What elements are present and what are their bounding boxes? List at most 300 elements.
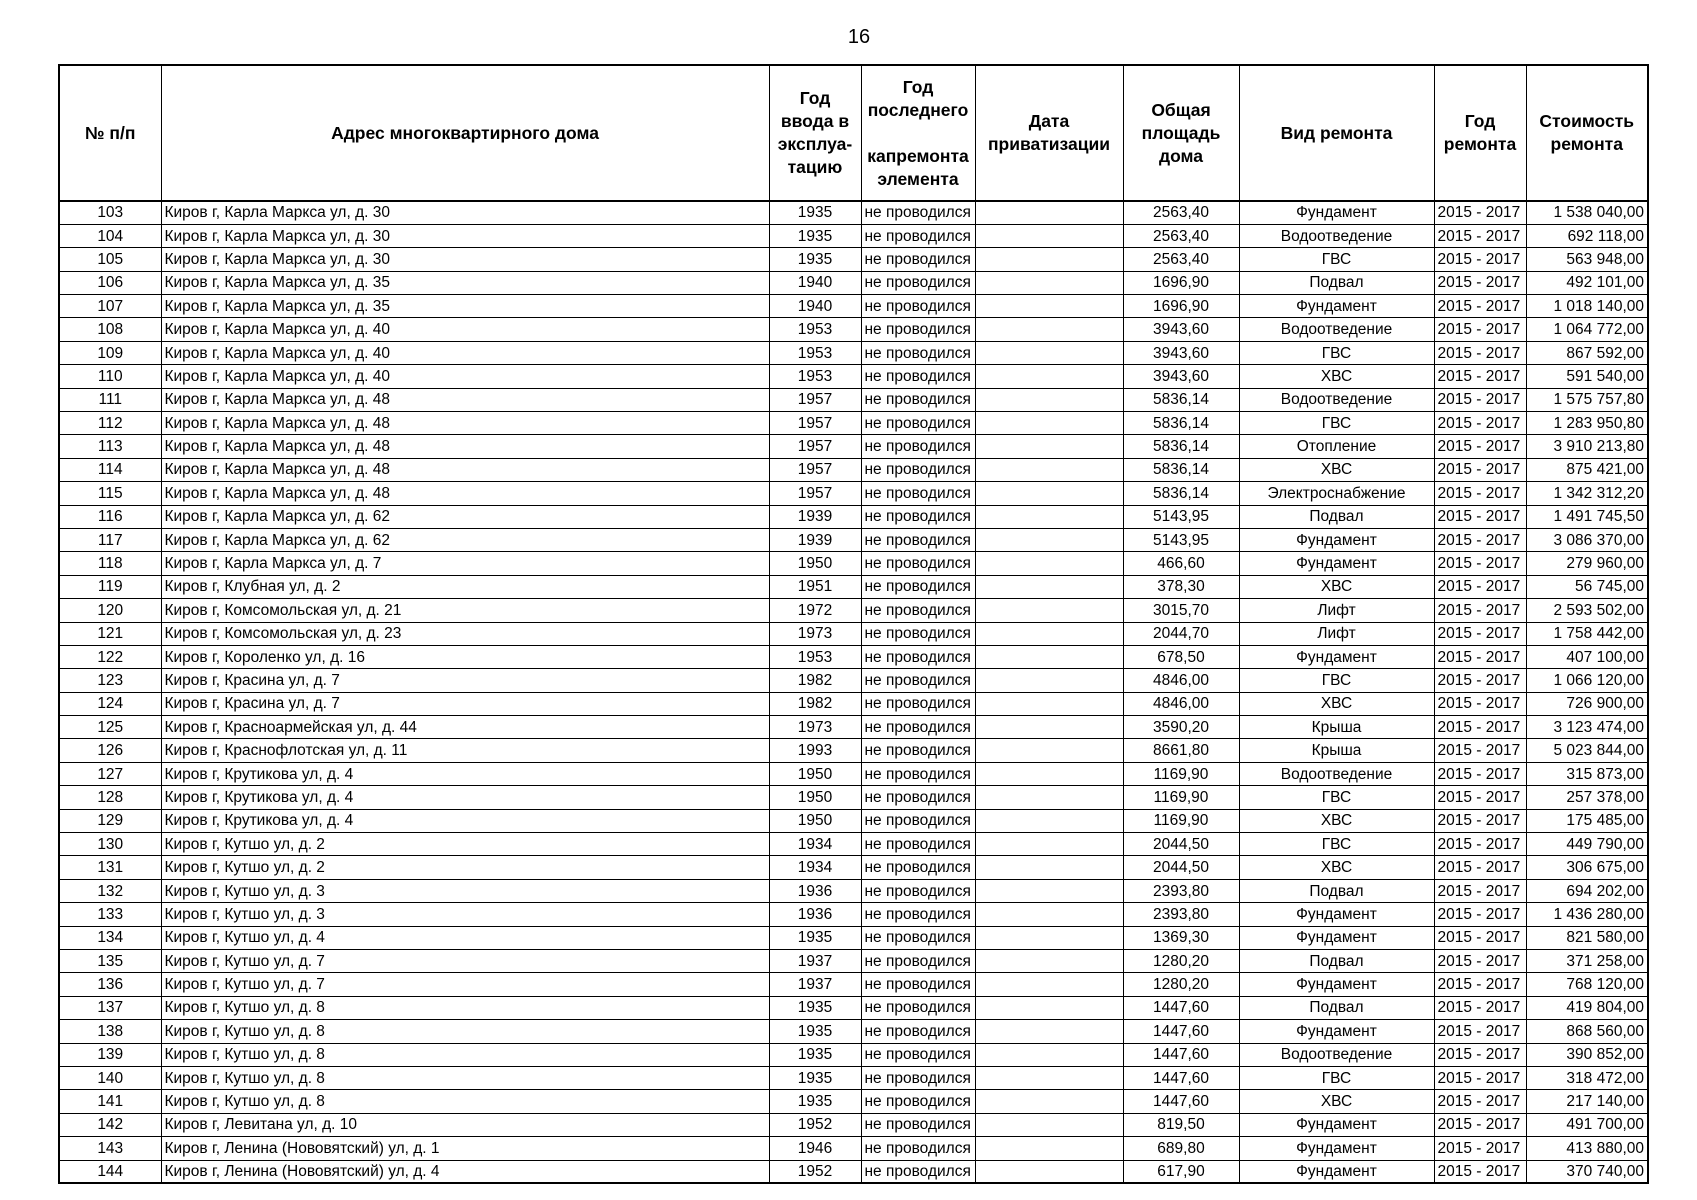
table-header bbox=[59, 65, 1648, 201]
row-privatization bbox=[975, 482, 1123, 505]
row-privatization bbox=[975, 903, 1123, 926]
row-privatization bbox=[975, 950, 1123, 973]
header-last-repair-line2: капремонта элемента bbox=[867, 145, 969, 189]
row-repair-type: ГВС bbox=[1239, 833, 1434, 856]
row-repair-type: Водоотведение bbox=[1239, 388, 1434, 411]
row-number: 107 bbox=[59, 295, 161, 318]
row-area: 3943,60 bbox=[1123, 341, 1239, 364]
row-last-repair: не проводился bbox=[861, 762, 975, 785]
row-number: 103 bbox=[59, 201, 161, 224]
row-privatization bbox=[975, 505, 1123, 528]
table-row bbox=[59, 599, 1648, 622]
row-year-commission: 1940 bbox=[769, 271, 861, 294]
row-area: 378,30 bbox=[1123, 575, 1239, 598]
row-year-commission: 1957 bbox=[769, 412, 861, 435]
row-repair-type: Фундамент bbox=[1239, 1137, 1434, 1160]
table-row bbox=[59, 1137, 1648, 1160]
row-repair-type: ГВС bbox=[1239, 341, 1434, 364]
row-privatization bbox=[975, 388, 1123, 411]
row-number: 126 bbox=[59, 739, 161, 762]
row-repair-type: Подвал bbox=[1239, 950, 1434, 973]
row-repair-type: Фундамент bbox=[1239, 973, 1434, 996]
row-last-repair: не проводился bbox=[861, 365, 975, 388]
row-area: 5836,14 bbox=[1123, 458, 1239, 481]
row-repair-type: Отопление bbox=[1239, 435, 1434, 458]
row-address: Киров г, Карла Маркса ул, д. 62 bbox=[161, 505, 769, 528]
table-row bbox=[59, 482, 1648, 505]
table-row bbox=[59, 692, 1648, 715]
row-last-repair: не проводился bbox=[861, 786, 975, 809]
row-number: 144 bbox=[59, 1160, 161, 1183]
row-repair-year: 2015 - 2017 bbox=[1434, 552, 1526, 575]
row-area: 2044,50 bbox=[1123, 833, 1239, 856]
row-address: Киров г, Кутшо ул, д. 2 bbox=[161, 856, 769, 879]
row-cost: 315 873,00 bbox=[1526, 762, 1648, 785]
row-year-commission: 1935 bbox=[769, 248, 861, 271]
row-cost: 1 018 140,00 bbox=[1526, 295, 1648, 318]
row-address: Киров г, Кутшо ул, д. 7 bbox=[161, 973, 769, 996]
header-repair-type: Вид ремонта bbox=[1239, 65, 1434, 201]
row-repair-type: ГВС bbox=[1239, 669, 1434, 692]
row-area: 1169,90 bbox=[1123, 762, 1239, 785]
row-year-commission: 1935 bbox=[769, 1020, 861, 1043]
row-cost: 692 118,00 bbox=[1526, 224, 1648, 247]
table-row bbox=[59, 1090, 1648, 1113]
row-cost: 306 675,00 bbox=[1526, 856, 1648, 879]
row-address: Киров г, Карла Маркса ул, д. 7 bbox=[161, 552, 769, 575]
row-number: 108 bbox=[59, 318, 161, 341]
row-number: 135 bbox=[59, 950, 161, 973]
row-repair-type: Лифт bbox=[1239, 622, 1434, 645]
row-address: Киров г, Кутшо ул, д. 3 bbox=[161, 903, 769, 926]
row-area: 617,90 bbox=[1123, 1160, 1239, 1183]
row-address: Киров г, Крутикова ул, д. 4 bbox=[161, 786, 769, 809]
row-privatization bbox=[975, 856, 1123, 879]
row-cost: 868 560,00 bbox=[1526, 1020, 1648, 1043]
row-area: 689,80 bbox=[1123, 1137, 1239, 1160]
row-last-repair: не проводился bbox=[861, 575, 975, 598]
row-repair-year: 2015 - 2017 bbox=[1434, 669, 1526, 692]
row-repair-type: Фундамент bbox=[1239, 1113, 1434, 1136]
row-repair-type: Подвал bbox=[1239, 271, 1434, 294]
row-repair-year: 2015 - 2017 bbox=[1434, 435, 1526, 458]
row-year-commission: 1934 bbox=[769, 833, 861, 856]
table-row bbox=[59, 575, 1648, 598]
row-last-repair: не проводился bbox=[861, 833, 975, 856]
row-year-commission: 1946 bbox=[769, 1137, 861, 1160]
row-cost: 3 086 370,00 bbox=[1526, 528, 1648, 551]
table-row bbox=[59, 1160, 1648, 1183]
row-last-repair: не проводился bbox=[861, 1160, 975, 1183]
row-cost: 419 804,00 bbox=[1526, 996, 1648, 1019]
table-row bbox=[59, 809, 1648, 832]
row-number: 134 bbox=[59, 926, 161, 949]
row-cost: 1 283 950,80 bbox=[1526, 412, 1648, 435]
row-repair-type: ХВС bbox=[1239, 1090, 1434, 1113]
row-repair-year: 2015 - 2017 bbox=[1434, 599, 1526, 622]
header-cost: Стоимость ремонта bbox=[1526, 65, 1648, 201]
row-year-commission: 1952 bbox=[769, 1113, 861, 1136]
row-privatization bbox=[975, 1020, 1123, 1043]
row-area: 1447,60 bbox=[1123, 996, 1239, 1019]
row-cost: 279 960,00 bbox=[1526, 552, 1648, 575]
row-repair-year: 2015 - 2017 bbox=[1434, 388, 1526, 411]
header-area: Общая площадь дома bbox=[1123, 65, 1239, 201]
row-address: Киров г, Краснофлотская ул, д. 11 bbox=[161, 739, 769, 762]
row-privatization bbox=[975, 552, 1123, 575]
row-privatization bbox=[975, 341, 1123, 364]
row-number: 115 bbox=[59, 482, 161, 505]
table-row bbox=[59, 879, 1648, 902]
row-privatization bbox=[975, 271, 1123, 294]
row-year-commission: 1935 bbox=[769, 224, 861, 247]
table-row bbox=[59, 669, 1648, 692]
row-last-repair: не проводился bbox=[861, 318, 975, 341]
row-repair-type: ХВС bbox=[1239, 365, 1434, 388]
row-area: 1696,90 bbox=[1123, 271, 1239, 294]
row-address: Киров г, Комсомольская ул, д. 23 bbox=[161, 622, 769, 645]
row-cost: 821 580,00 bbox=[1526, 926, 1648, 949]
table-row bbox=[59, 1113, 1648, 1136]
row-cost: 217 140,00 bbox=[1526, 1090, 1648, 1113]
row-year-commission: 1957 bbox=[769, 458, 861, 481]
table-row bbox=[59, 248, 1648, 271]
row-privatization bbox=[975, 879, 1123, 902]
row-number: 104 bbox=[59, 224, 161, 247]
row-last-repair: не проводился bbox=[861, 388, 975, 411]
row-repair-type: ГВС bbox=[1239, 1066, 1434, 1089]
row-cost: 491 700,00 bbox=[1526, 1113, 1648, 1136]
row-area: 4846,00 bbox=[1123, 669, 1239, 692]
row-year-commission: 1936 bbox=[769, 903, 861, 926]
table-row bbox=[59, 973, 1648, 996]
row-last-repair: не проводился bbox=[861, 716, 975, 739]
row-address: Киров г, Клубная ул, д. 2 bbox=[161, 575, 769, 598]
row-repair-year: 2015 - 2017 bbox=[1434, 248, 1526, 271]
row-repair-type: ГВС bbox=[1239, 412, 1434, 435]
row-repair-year: 2015 - 2017 bbox=[1434, 973, 1526, 996]
row-privatization bbox=[975, 365, 1123, 388]
row-year-commission: 1937 bbox=[769, 950, 861, 973]
row-number: 113 bbox=[59, 435, 161, 458]
table-row bbox=[59, 1043, 1648, 1066]
row-last-repair: не проводился bbox=[861, 1137, 975, 1160]
row-area: 2563,40 bbox=[1123, 248, 1239, 271]
row-address: Киров г, Крутикова ул, д. 4 bbox=[161, 809, 769, 832]
row-repair-year: 2015 - 2017 bbox=[1434, 809, 1526, 832]
row-repair-year: 2015 - 2017 bbox=[1434, 1160, 1526, 1183]
row-last-repair: не проводился bbox=[861, 458, 975, 481]
row-last-repair: не проводился bbox=[861, 856, 975, 879]
row-cost: 1 538 040,00 bbox=[1526, 201, 1648, 224]
row-privatization bbox=[975, 248, 1123, 271]
row-repair-year: 2015 - 2017 bbox=[1434, 271, 1526, 294]
row-area: 5143,95 bbox=[1123, 505, 1239, 528]
row-repair-type: Подвал bbox=[1239, 505, 1434, 528]
row-number: 137 bbox=[59, 996, 161, 1019]
table-row bbox=[59, 295, 1648, 318]
row-repair-year: 2015 - 2017 bbox=[1434, 903, 1526, 926]
row-last-repair: не проводился bbox=[861, 248, 975, 271]
row-year-commission: 1957 bbox=[769, 435, 861, 458]
row-area: 2563,40 bbox=[1123, 224, 1239, 247]
row-repair-type: Подвал bbox=[1239, 996, 1434, 1019]
row-number: 109 bbox=[59, 341, 161, 364]
row-repair-year: 2015 - 2017 bbox=[1434, 692, 1526, 715]
row-address: Киров г, Кутшо ул, д. 8 bbox=[161, 1090, 769, 1113]
row-privatization bbox=[975, 318, 1123, 341]
row-repair-year: 2015 - 2017 bbox=[1434, 645, 1526, 668]
row-number: 129 bbox=[59, 809, 161, 832]
table-row bbox=[59, 926, 1648, 949]
table-row bbox=[59, 762, 1648, 785]
row-number: 122 bbox=[59, 645, 161, 668]
table-row bbox=[59, 903, 1648, 926]
row-area: 1169,90 bbox=[1123, 809, 1239, 832]
row-repair-year: 2015 - 2017 bbox=[1434, 505, 1526, 528]
row-number: 106 bbox=[59, 271, 161, 294]
table-row bbox=[59, 412, 1648, 435]
row-year-commission: 1993 bbox=[769, 739, 861, 762]
row-address: Киров г, Комсомольская ул, д. 21 bbox=[161, 599, 769, 622]
row-address: Киров г, Карла Маркса ул, д. 30 bbox=[161, 248, 769, 271]
row-number: 127 bbox=[59, 762, 161, 785]
row-last-repair: не проводился bbox=[861, 622, 975, 645]
row-repair-year: 2015 - 2017 bbox=[1434, 482, 1526, 505]
row-number: 128 bbox=[59, 786, 161, 809]
row-last-repair: не проводился bbox=[861, 1020, 975, 1043]
table-row bbox=[59, 435, 1648, 458]
row-cost: 370 740,00 bbox=[1526, 1160, 1648, 1183]
row-last-repair: не проводился bbox=[861, 1113, 975, 1136]
row-year-commission: 1957 bbox=[769, 388, 861, 411]
row-year-commission: 1935 bbox=[769, 201, 861, 224]
row-number: 133 bbox=[59, 903, 161, 926]
table-row bbox=[59, 645, 1648, 668]
row-area: 3590,20 bbox=[1123, 716, 1239, 739]
row-number: 118 bbox=[59, 552, 161, 575]
row-cost: 318 472,00 bbox=[1526, 1066, 1648, 1089]
header-year-commission: Год ввода в эксплуа- тацию bbox=[769, 65, 861, 201]
row-repair-type: Фундамент bbox=[1239, 926, 1434, 949]
row-last-repair: не проводился bbox=[861, 505, 975, 528]
row-year-commission: 1953 bbox=[769, 365, 861, 388]
row-year-commission: 1939 bbox=[769, 505, 861, 528]
row-year-commission: 1973 bbox=[769, 716, 861, 739]
row-last-repair: не проводился bbox=[861, 879, 975, 902]
row-number: 112 bbox=[59, 412, 161, 435]
row-cost: 407 100,00 bbox=[1526, 645, 1648, 668]
row-address: Киров г, Ленина (Нововятский) ул, д. 4 bbox=[161, 1160, 769, 1183]
row-address: Киров г, Кутшо ул, д. 8 bbox=[161, 1043, 769, 1066]
row-address: Киров г, Кутшо ул, д. 7 bbox=[161, 950, 769, 973]
row-last-repair: не проводился bbox=[861, 950, 975, 973]
row-privatization bbox=[975, 926, 1123, 949]
row-number: 117 bbox=[59, 528, 161, 551]
row-repair-type: ГВС bbox=[1239, 248, 1434, 271]
row-repair-year: 2015 - 2017 bbox=[1434, 1137, 1526, 1160]
row-number: 116 bbox=[59, 505, 161, 528]
row-repair-type: Фундамент bbox=[1239, 552, 1434, 575]
row-cost: 1 342 312,20 bbox=[1526, 482, 1648, 505]
row-repair-type: Фундамент bbox=[1239, 295, 1434, 318]
row-cost: 449 790,00 bbox=[1526, 833, 1648, 856]
row-repair-type: ХВС bbox=[1239, 856, 1434, 879]
row-repair-type: Электроснабжение bbox=[1239, 482, 1434, 505]
row-last-repair: не проводился bbox=[861, 201, 975, 224]
row-year-commission: 1935 bbox=[769, 1090, 861, 1113]
row-year-commission: 1953 bbox=[769, 318, 861, 341]
table-row bbox=[59, 996, 1648, 1019]
table-row bbox=[59, 786, 1648, 809]
row-repair-year: 2015 - 2017 bbox=[1434, 996, 1526, 1019]
row-privatization bbox=[975, 458, 1123, 481]
row-repair-type: Фундамент bbox=[1239, 201, 1434, 224]
row-cost: 3 123 474,00 bbox=[1526, 716, 1648, 739]
row-repair-year: 2015 - 2017 bbox=[1434, 1090, 1526, 1113]
table-row bbox=[59, 1066, 1648, 1089]
row-last-repair: не проводился bbox=[861, 412, 975, 435]
row-cost: 694 202,00 bbox=[1526, 879, 1648, 902]
row-area: 2563,40 bbox=[1123, 201, 1239, 224]
row-repair-type: ХВС bbox=[1239, 692, 1434, 715]
table-row bbox=[59, 856, 1648, 879]
row-address: Киров г, Карла Маркса ул, д. 48 bbox=[161, 435, 769, 458]
row-number: 125 bbox=[59, 716, 161, 739]
row-area: 1447,60 bbox=[1123, 1090, 1239, 1113]
row-number: 123 bbox=[59, 669, 161, 692]
row-repair-type: ХВС bbox=[1239, 809, 1434, 832]
row-repair-year: 2015 - 2017 bbox=[1434, 412, 1526, 435]
row-cost: 768 120,00 bbox=[1526, 973, 1648, 996]
row-number: 136 bbox=[59, 973, 161, 996]
row-privatization bbox=[975, 973, 1123, 996]
row-privatization bbox=[975, 669, 1123, 692]
row-repair-year: 2015 - 2017 bbox=[1434, 295, 1526, 318]
row-repair-year: 2015 - 2017 bbox=[1434, 622, 1526, 645]
row-address: Киров г, Короленко ул, д. 16 bbox=[161, 645, 769, 668]
row-number: 142 bbox=[59, 1113, 161, 1136]
row-address: Киров г, Кутшо ул, д. 8 bbox=[161, 1020, 769, 1043]
row-year-commission: 1953 bbox=[769, 645, 861, 668]
row-repair-year: 2015 - 2017 bbox=[1434, 926, 1526, 949]
row-repair-type: Крыша bbox=[1239, 739, 1434, 762]
row-address: Киров г, Карла Маркса ул, д. 40 bbox=[161, 341, 769, 364]
table-row bbox=[59, 458, 1648, 481]
table-row bbox=[59, 365, 1648, 388]
row-repair-year: 2015 - 2017 bbox=[1434, 786, 1526, 809]
row-last-repair: не проводился bbox=[861, 271, 975, 294]
row-privatization bbox=[975, 201, 1123, 224]
row-repair-type: Фундамент bbox=[1239, 1020, 1434, 1043]
row-number: 114 bbox=[59, 458, 161, 481]
row-area: 1169,90 bbox=[1123, 786, 1239, 809]
row-privatization bbox=[975, 1043, 1123, 1066]
row-cost: 413 880,00 bbox=[1526, 1137, 1648, 1160]
row-area: 1447,60 bbox=[1123, 1066, 1239, 1089]
row-last-repair: не проводился bbox=[861, 926, 975, 949]
row-area: 2393,80 bbox=[1123, 903, 1239, 926]
row-number: 143 bbox=[59, 1137, 161, 1160]
row-area: 3015,70 bbox=[1123, 599, 1239, 622]
row-last-repair: не проводился bbox=[861, 341, 975, 364]
row-cost: 1 436 280,00 bbox=[1526, 903, 1648, 926]
row-area: 3943,60 bbox=[1123, 318, 1239, 341]
row-repair-year: 2015 - 2017 bbox=[1434, 458, 1526, 481]
row-year-commission: 1936 bbox=[769, 879, 861, 902]
row-privatization bbox=[975, 1160, 1123, 1183]
row-address: Киров г, Красина ул, д. 7 bbox=[161, 669, 769, 692]
row-repair-type: Водоотведение bbox=[1239, 1043, 1434, 1066]
row-cost: 56 745,00 bbox=[1526, 575, 1648, 598]
row-last-repair: не проводился bbox=[861, 552, 975, 575]
row-repair-type: Фундамент bbox=[1239, 528, 1434, 551]
row-number: 140 bbox=[59, 1066, 161, 1089]
row-repair-year: 2015 - 2017 bbox=[1434, 1066, 1526, 1089]
row-number: 130 bbox=[59, 833, 161, 856]
row-privatization bbox=[975, 412, 1123, 435]
row-repair-year: 2015 - 2017 bbox=[1434, 318, 1526, 341]
row-repair-type: ГВС bbox=[1239, 786, 1434, 809]
table-row bbox=[59, 716, 1648, 739]
row-address: Киров г, Карла Маркса ул, д. 48 bbox=[161, 388, 769, 411]
row-year-commission: 1935 bbox=[769, 1066, 861, 1089]
row-area: 2044,50 bbox=[1123, 856, 1239, 879]
row-year-commission: 1935 bbox=[769, 996, 861, 1019]
header-last-repair-line1: Год последнего bbox=[867, 76, 969, 120]
table-row bbox=[59, 552, 1648, 575]
row-last-repair: не проводился bbox=[861, 599, 975, 622]
row-cost: 1 758 442,00 bbox=[1526, 622, 1648, 645]
row-cost: 563 948,00 bbox=[1526, 248, 1648, 271]
table-row bbox=[59, 341, 1648, 364]
row-last-repair: не проводился bbox=[861, 973, 975, 996]
row-repair-type: Водоотведение bbox=[1239, 318, 1434, 341]
row-privatization bbox=[975, 692, 1123, 715]
row-repair-type: Водоотведение bbox=[1239, 762, 1434, 785]
row-last-repair: не проводился bbox=[861, 645, 975, 668]
row-area: 1447,60 bbox=[1123, 1043, 1239, 1066]
row-year-commission: 1951 bbox=[769, 575, 861, 598]
row-repair-year: 2015 - 2017 bbox=[1434, 528, 1526, 551]
row-area: 1447,60 bbox=[1123, 1020, 1239, 1043]
table-row bbox=[59, 622, 1648, 645]
row-year-commission: 1950 bbox=[769, 786, 861, 809]
row-area: 1369,30 bbox=[1123, 926, 1239, 949]
row-year-commission: 1935 bbox=[769, 926, 861, 949]
header-repair-year: Год ремонта bbox=[1434, 65, 1526, 201]
row-privatization bbox=[975, 295, 1123, 318]
row-year-commission: 1950 bbox=[769, 762, 861, 785]
row-last-repair: не проводился bbox=[861, 482, 975, 505]
row-repair-type: Подвал bbox=[1239, 879, 1434, 902]
row-cost: 726 900,00 bbox=[1526, 692, 1648, 715]
row-repair-type: Фундамент bbox=[1239, 645, 1434, 668]
row-year-commission: 1950 bbox=[769, 552, 861, 575]
row-last-repair: не проводился bbox=[861, 669, 975, 692]
row-number: 132 bbox=[59, 879, 161, 902]
row-privatization bbox=[975, 833, 1123, 856]
row-privatization bbox=[975, 599, 1123, 622]
repair-register-table bbox=[58, 64, 1649, 1184]
page-number: 16 bbox=[847, 26, 871, 48]
row-area: 5836,14 bbox=[1123, 388, 1239, 411]
row-privatization bbox=[975, 1090, 1123, 1113]
row-year-commission: 1982 bbox=[769, 669, 861, 692]
row-repair-type: Фундамент bbox=[1239, 1160, 1434, 1183]
row-number: 105 bbox=[59, 248, 161, 271]
row-address: Киров г, Кутшо ул, д. 8 bbox=[161, 1066, 769, 1089]
